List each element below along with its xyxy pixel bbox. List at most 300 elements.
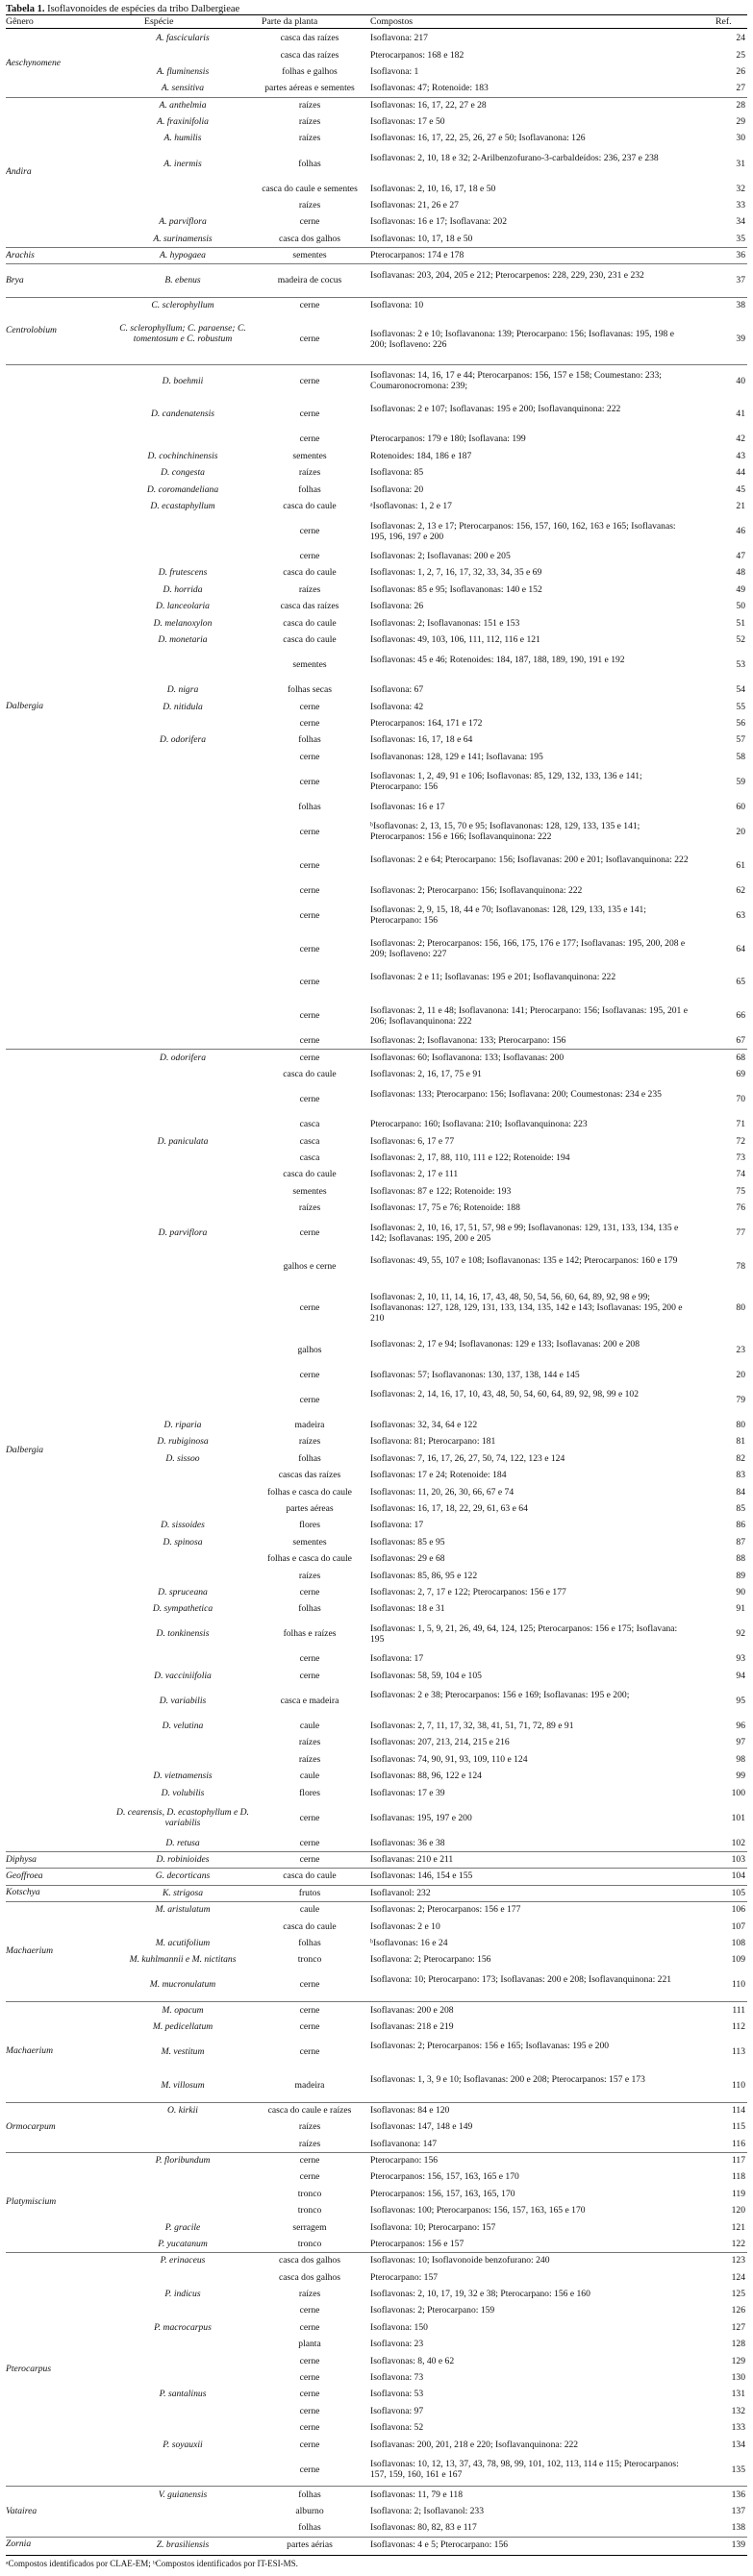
compounds-cell: Isoflavonas: 146, 154 e 155 bbox=[370, 1870, 473, 1882]
plant-part-cell: cerne bbox=[299, 551, 320, 562]
plant-part-cell: raízes bbox=[298, 467, 321, 479]
compounds-cell: Isoflavonas: 29 e 68 bbox=[370, 1553, 445, 1565]
compounds-cell: Isoflavonas: 8, 40 e 62 bbox=[370, 2355, 455, 2366]
header-ref: Ref. bbox=[715, 16, 732, 27]
compounds-cell: Pterocarpanos: 168 e 182 bbox=[370, 49, 464, 61]
genus-separator bbox=[6, 97, 747, 98]
ref-cell: 87 bbox=[736, 1536, 745, 1548]
species-cell: P. gracile bbox=[164, 2221, 201, 2233]
plant-part-cell: folhas bbox=[298, 2522, 321, 2534]
species-cell: A. hypogaea bbox=[160, 250, 206, 261]
header-parte: Parte da planta bbox=[262, 16, 318, 27]
compounds-cell: Isoflavanas: 203, 204, 205 e 212; Pterocarpenos: 228, 229, 230, 231 e 232 bbox=[370, 269, 644, 281]
genus-cell: Diphysa bbox=[6, 1853, 37, 1865]
compounds-cell: Isoflavona: 53 bbox=[370, 2389, 424, 2400]
genus-separator bbox=[6, 1851, 747, 1852]
plant-part-cell: tronco bbox=[297, 1954, 322, 1966]
compounds-cell: Isoflavonas: 16 e 17 bbox=[370, 801, 445, 812]
compounds-cell: Rotenoides: 184, 186 e 187 bbox=[370, 450, 472, 461]
plant-part-cell: partes aéreas bbox=[286, 1502, 334, 1514]
plant-part-cell: raízes bbox=[298, 2289, 321, 2300]
species-cell: P. soyauxii bbox=[163, 2439, 203, 2450]
plant-part-cell: cerne bbox=[299, 2355, 320, 2366]
compounds-cell: Isoflavona: 150 bbox=[370, 2321, 428, 2333]
ref-cell: 37 bbox=[736, 275, 745, 286]
plant-part-cell: raízes bbox=[298, 1202, 321, 1214]
compounds-cell: Isoflavona: 85 bbox=[370, 467, 424, 479]
ref-cell: 103 bbox=[731, 1854, 745, 1866]
plant-part-cell: partes aérias bbox=[287, 2539, 333, 2550]
compounds-cell: Isoflavonas: 11, 20, 26, 30, 66, 67 e 74 bbox=[370, 1486, 515, 1498]
compounds-cell: Isoflavonas: 85 e 95 bbox=[370, 1536, 445, 1548]
species-cell: D. parviflora bbox=[158, 1227, 208, 1239]
compounds-cell: Isoflavonas: 7, 16, 17, 26, 27, 50, 74, 122, 123 e 124 bbox=[370, 1452, 565, 1464]
compounds-cell: Isoflavonas: 36 e 38 bbox=[370, 1837, 445, 1848]
compounds-cell: Isoflavona: 17 bbox=[370, 1520, 424, 1531]
compounds-cell: Isoflavonas: 2 e 64; Pterocarpano: 156; Isoflavanas: 200 e 201; Isoflavanquinona: 222 bbox=[370, 855, 689, 866]
plant-part-cell: cerne bbox=[299, 2154, 320, 2166]
plant-part-cell: cerne bbox=[299, 717, 320, 729]
species-cell: P. erinaceus bbox=[160, 2255, 206, 2266]
ref-cell: 75 bbox=[736, 1185, 745, 1197]
genus-cell: Centrolobium bbox=[6, 324, 57, 335]
species-cell: D. vietnamensis bbox=[153, 1771, 213, 1782]
compounds-cell: Isoflavonas: 207, 213, 214, 215 e 216 bbox=[370, 1737, 510, 1748]
plant-part-cell: cerne bbox=[299, 1369, 320, 1380]
plant-part-cell: sementes bbox=[292, 450, 327, 461]
plant-part-cell: folhas bbox=[298, 1937, 321, 1948]
ref-cell: 66 bbox=[736, 1010, 745, 1022]
genus-cell: Pterocarpus bbox=[6, 2363, 52, 2374]
compounds-cell: Pterocarpanos: 179 e 180; Isoflavana: 199 bbox=[370, 433, 526, 445]
species-cell: D. sissoo bbox=[165, 1452, 200, 1464]
species-cell: A. fluminensis bbox=[156, 65, 210, 77]
ref-cell: 40 bbox=[736, 375, 745, 386]
ref-cell: 61 bbox=[736, 859, 745, 871]
ref-cell: 49 bbox=[736, 583, 745, 595]
plant-part-cell: cerne bbox=[299, 826, 320, 837]
plant-part-cell: casca do caule bbox=[283, 1870, 337, 1882]
compounds-cell: Pterocarpanos: 156, 157, 163, 165 e 170 bbox=[370, 2171, 519, 2183]
plant-part-cell: caule bbox=[299, 1904, 320, 1916]
compounds-cell: Isoflavona: 10; Pterocarpano: 157 bbox=[370, 2221, 496, 2233]
genus-cell: Aeschynomene bbox=[6, 57, 62, 68]
genus-separator bbox=[6, 364, 747, 365]
plant-part-cell: cerne bbox=[299, 526, 320, 537]
plant-part-cell: raízes bbox=[298, 1570, 321, 1581]
plant-part-cell: casca do caule bbox=[283, 1169, 337, 1180]
ref-cell: 76 bbox=[736, 1202, 745, 1214]
ref-cell: 20 bbox=[736, 1369, 745, 1380]
plant-part-cell: flores bbox=[299, 1520, 320, 1531]
compounds-cell: Isoflavonas: 2; Pterocarpano: 159 bbox=[370, 2305, 495, 2316]
plant-part-cell: frutos bbox=[298, 1887, 321, 1898]
species-cell: B. ebenus bbox=[164, 275, 201, 286]
compounds-cell: Isoflavona: 10 bbox=[370, 300, 424, 311]
species-cell: P. santalinus bbox=[159, 2389, 207, 2400]
ref-cell: 56 bbox=[736, 717, 745, 729]
plant-part-cell: folhas bbox=[298, 483, 321, 495]
compounds-cell: Isoflavanas: 200, 201, 218 e 220; Isoflavanquinona: 222 bbox=[370, 2439, 579, 2450]
compounds-cell: Isoflavonas: 87 e 122; Rotenoide: 193 bbox=[370, 1185, 512, 1197]
species-cell: D. paniculata bbox=[157, 1135, 209, 1147]
ref-cell: 130 bbox=[731, 2371, 745, 2383]
compounds-cell: Isoflavona: 52 bbox=[370, 2422, 424, 2434]
ref-cell: 53 bbox=[736, 659, 745, 671]
plant-part-cell: cerne bbox=[299, 2371, 320, 2383]
compounds-cell: Isoflavona: 81; Pterocarpano: 181 bbox=[370, 1436, 496, 1448]
species-cell: M. vestitum bbox=[161, 2045, 205, 2057]
compounds-cell: Isoflavona: 20 bbox=[370, 483, 424, 495]
ref-cell: 101 bbox=[731, 1812, 745, 1823]
ref-cell: 60 bbox=[736, 801, 745, 812]
ref-cell: 126 bbox=[731, 2305, 745, 2316]
ref-cell: 89 bbox=[736, 1570, 745, 1581]
ref-cell: 35 bbox=[736, 233, 745, 244]
plant-part-cell: serragem bbox=[292, 2221, 327, 2233]
compounds-cell: Isoflavonas: 11, 79 e 118 bbox=[370, 2489, 464, 2500]
plant-part-cell: cerne bbox=[299, 1670, 320, 1681]
compounds-cell: Isoflavonas: 17 e 39 bbox=[370, 1787, 445, 1798]
header-especie: Espécie bbox=[144, 16, 174, 27]
ref-cell: 99 bbox=[736, 1771, 745, 1782]
compounds-cell: Isoflavonas: 6, 17 e 77 bbox=[370, 1135, 455, 1147]
species-cell: M. villosum bbox=[161, 2079, 205, 2091]
compounds-cell: Pterocarpano: 160; Isoflavana: 210; Isoflavanquinona: 223 bbox=[370, 1119, 588, 1130]
header-genero: Gênero bbox=[6, 16, 34, 27]
species-cell: D. coromandeliana bbox=[146, 483, 219, 495]
compounds-cell: Isoflavonas: 47; Rotenoide: 183 bbox=[370, 83, 489, 94]
ref-cell: 31 bbox=[736, 158, 745, 169]
compounds-cell: Isoflavonas: 2, 11 e 48; Isoflavanona: 141; Pterocarpano: 156; Isoflavanas: 195, 201 e 206; Isoflavanquinona: 222 bbox=[370, 1004, 689, 1027]
ref-cell: 106 bbox=[731, 1904, 745, 1916]
ref-cell: 85 bbox=[736, 1502, 745, 1514]
plant-part-cell: casca dos galhos bbox=[279, 2255, 340, 2266]
compounds-cell: Isoflavonas: 2; Isoflavanonas: 151 e 153 bbox=[370, 617, 520, 629]
plant-part-cell: cerne bbox=[299, 884, 320, 896]
ref-cell: 32 bbox=[736, 183, 745, 194]
species-cell: D. variabilis bbox=[159, 1695, 207, 1706]
plant-part-cell: cascas das raízes bbox=[278, 1470, 341, 1481]
compounds-cell: Isoflavonas: 2, 17, 88, 110, 111 e 122; Rotenoide: 194 bbox=[370, 1152, 570, 1163]
species-cell: A. surinamensis bbox=[153, 233, 213, 244]
compounds-cell: Isoflavonas: 57; Isoflavanonas: 130, 137, 138, 144 e 145 bbox=[370, 1369, 580, 1380]
species-cell: D. candenatensis bbox=[150, 409, 215, 420]
plant-part-cell: cerne bbox=[299, 1812, 320, 1823]
ref-cell: 113 bbox=[731, 2045, 745, 2057]
species-cell: D. tonkinensis bbox=[156, 1628, 210, 1640]
plant-part-cell: casca do caule bbox=[283, 617, 337, 629]
ref-cell: 127 bbox=[731, 2321, 745, 2333]
species-cell: D. odorifera bbox=[160, 1052, 206, 1063]
species-cell: D. cochinchinensis bbox=[147, 450, 218, 461]
plant-part-cell: cerne bbox=[299, 300, 320, 311]
genus-separator bbox=[6, 1049, 747, 1050]
ref-cell: 112 bbox=[731, 2020, 745, 2032]
compounds-cell: ᵇIsoflavonas: 2, 13, 15, 70 e 95; Isoflavanonas: 128, 129, 133, 135 e 141; Pterocarpanos: 156 e 166; Isoflavanquinona: 222 bbox=[370, 821, 640, 843]
species-cell: P. macrocarpus bbox=[154, 2321, 212, 2333]
ref-cell: 84 bbox=[736, 1486, 745, 1498]
compounds-cell: Isoflavonas: 2 e 10; Isoflavanona: 139; Pterocarpano: 156; Isoflavanas: 195, 198 e 200; Isoflaveno: 226 bbox=[370, 328, 674, 350]
species-cell: K. strigosa bbox=[162, 1887, 204, 1898]
compounds-cell: Isoflavonas: 74, 90, 91, 93, 109, 110 e 124 bbox=[370, 1753, 528, 1765]
plant-part-cell: planta bbox=[298, 2339, 321, 2350]
ref-cell: 67 bbox=[736, 1035, 745, 1047]
ref-cell: 94 bbox=[736, 1670, 745, 1681]
species-cell: D. odorifera bbox=[160, 734, 206, 746]
plant-part-cell: casca do caule e raízes bbox=[267, 2104, 352, 2116]
ref-cell: 116 bbox=[731, 2138, 745, 2149]
plant-part-cell: cerne bbox=[299, 2045, 320, 2057]
species-cell: D. spinosa bbox=[163, 1536, 203, 1548]
plant-part-cell: cerne bbox=[299, 433, 320, 445]
species-cell: M. pedicellatum bbox=[152, 2020, 213, 2032]
ref-cell: 122 bbox=[731, 2238, 745, 2249]
genus-cell: Ormocarpum bbox=[6, 2120, 56, 2132]
plant-part-cell: casca e madeira bbox=[280, 1695, 339, 1706]
ref-cell: 81 bbox=[736, 1436, 745, 1448]
plant-part-cell: raízes bbox=[298, 1737, 321, 1748]
species-cell: D. lanceolaria bbox=[156, 601, 210, 612]
species-cell: D. spruceana bbox=[158, 1586, 208, 1598]
compounds-cell: Isoflavonas: 17 e 24; Rotenoide: 184 bbox=[370, 1470, 507, 1481]
ref-cell: 115 bbox=[731, 2121, 745, 2133]
compounds-cell: Isoflavonas: 2, 17 e 94; Isoflavanonas: 129 e 133; Isoflavanas: 200 e 208 bbox=[370, 1339, 640, 1350]
header-compostos: Compostos bbox=[370, 16, 414, 27]
compounds-cell: Isoflavonas: 85, 86, 95 e 122 bbox=[370, 1570, 478, 1581]
plant-part-cell: cerne bbox=[299, 334, 320, 345]
ref-cell: 64 bbox=[736, 943, 745, 954]
plant-part-cell: cerne bbox=[299, 409, 320, 420]
compounds-cell: Pterocarpanos: 164, 171 e 172 bbox=[370, 717, 483, 729]
plant-part-cell: raízes bbox=[298, 1436, 321, 1448]
genus-separator bbox=[6, 2152, 747, 2153]
compounds-cell: Isoflavonas: 100; Pterocarpanos: 156, 157, 163, 165 e 170 bbox=[370, 2205, 586, 2217]
plant-part-cell: cerne bbox=[299, 1854, 320, 1866]
ref-cell: 41 bbox=[736, 409, 745, 420]
species-cell: D. monetaria bbox=[158, 634, 208, 646]
ref-cell: 133 bbox=[731, 2422, 745, 2434]
plant-part-cell: folhas bbox=[298, 2489, 321, 2500]
species-cell: A. fascicularis bbox=[156, 33, 210, 44]
compounds-cell: Isoflavonas: 16 e 17; Isoflavana: 202 bbox=[370, 216, 508, 228]
compounds-cell: Isoflavonas: 18 e 31 bbox=[370, 1603, 445, 1615]
ref-cell: 98 bbox=[736, 1753, 745, 1765]
compounds-cell: Isoflavonas: 16, 17, 18, 22, 29, 61, 63 e 64 bbox=[370, 1502, 528, 1514]
plant-part-cell: raízes bbox=[298, 2138, 321, 2149]
plant-part-cell: raízes bbox=[298, 116, 321, 128]
compounds-cell: Isoflavona: 2; Isoflavanol: 233 bbox=[370, 2506, 485, 2517]
plant-part-cell: sementes bbox=[292, 1185, 327, 1197]
species-cell: A. inermis bbox=[163, 158, 202, 169]
plant-part-cell: madeira bbox=[294, 1420, 325, 1431]
compounds-cell: Pterocarpanos: 156 e 157 bbox=[370, 2238, 464, 2249]
ref-cell: 123 bbox=[731, 2255, 745, 2266]
caption-label: Tabela 1. bbox=[6, 4, 45, 14]
plant-part-cell: tronco bbox=[297, 2205, 322, 2217]
species-cell: Z. brasiliensis bbox=[156, 2539, 210, 2550]
compounds-cell: Isoflavonas: 2 e 11; Isoflavanas: 195 e 201; Isoflavanquinona: 222 bbox=[370, 971, 616, 982]
ref-cell: 124 bbox=[731, 2271, 745, 2283]
plant-part-cell: cerne bbox=[299, 751, 320, 762]
ref-cell: 57 bbox=[736, 734, 745, 746]
species-cell: D. melanoxylon bbox=[153, 617, 213, 629]
compounds-cell: Isoflavonas: 58, 59, 104 e 105 bbox=[370, 1670, 482, 1681]
compounds-cell: Isoflavonas: 16, 17, 22, 25, 26, 27 e 50; Isoflavanona: 126 bbox=[370, 133, 586, 144]
compounds-cell: Pterocarpano: 157 bbox=[370, 2271, 439, 2283]
ref-cell: 34 bbox=[736, 216, 745, 228]
compounds-cell: Isoflavonas: 10; Isoflavonoide benzofurano: 240 bbox=[370, 2255, 550, 2266]
ref-cell: 137 bbox=[731, 2506, 745, 2517]
plant-part-cell: cerne bbox=[299, 1302, 320, 1314]
genus-cell: Andira bbox=[6, 165, 32, 177]
compounds-cell: Isoflavonas: 2; Pterocarpanos: 156, 166, 175, 176 e 177; Isoflavanas: 195, 200, 208 e 209; Isoflaveno: 227 bbox=[370, 938, 686, 960]
compounds-cell: Isoflavonas: 21, 26 e 27 bbox=[370, 200, 459, 211]
species-cell: D. robinioides bbox=[156, 1854, 210, 1866]
compounds-cell: Isoflavonas: 2; Pterocarpano: 156; Isoflavanquinona: 222 bbox=[370, 884, 583, 896]
ref-cell: 24 bbox=[736, 33, 745, 44]
plant-part-cell: raízes bbox=[298, 583, 321, 595]
species-cell: D. sympathetica bbox=[152, 1603, 213, 1615]
species-cell: O. kirkii bbox=[167, 2104, 198, 2116]
genus-separator bbox=[6, 2001, 747, 2002]
ref-cell: 69 bbox=[736, 1069, 745, 1079]
compounds-cell: Isoflavonas: 10, 12, 13, 37, 43, 78, 98, 99, 101, 102, 113, 114 e 115; Pterocarpanos: 157, 159, 160, 161 e 167 bbox=[370, 2459, 679, 2481]
ref-cell: 71 bbox=[736, 1119, 745, 1130]
compounds-cell: Isoflavonas: 10, 17, 18 e 50 bbox=[370, 233, 473, 244]
ref-cell: 120 bbox=[731, 2205, 745, 2217]
ref-cell: 102 bbox=[731, 1837, 745, 1848]
species-cell: D. riparia bbox=[163, 1420, 202, 1431]
caption-text: Isoflavonoides de espécies da tribo Dalbergieae bbox=[44, 4, 240, 14]
plant-part-cell: cerne bbox=[299, 1394, 320, 1405]
plant-part-cell: casca do caule e sementes bbox=[262, 183, 358, 194]
ref-cell: 73 bbox=[736, 1152, 745, 1163]
ref-cell: 88 bbox=[736, 1553, 745, 1565]
species-cell: D. cearensis, D. ecastophyllum e D. variabilis bbox=[116, 1807, 249, 1829]
ref-cell: 110 bbox=[731, 2079, 745, 2091]
plant-part-cell: cerne bbox=[299, 1052, 320, 1063]
ref-cell: 21 bbox=[736, 500, 745, 511]
ref-cell: 77 bbox=[736, 1227, 745, 1239]
compounds-cell: Isoflavonas: 2 e 38; Pterocarpanos: 156 e 169; Isoflavanas: 195 e 200; bbox=[370, 1690, 630, 1701]
genus-separator bbox=[6, 1885, 747, 1886]
ref-cell: 36 bbox=[736, 250, 745, 261]
species-cell: D. rubiginosa bbox=[157, 1436, 209, 1448]
plant-part-cell: casca dos galhos bbox=[279, 2271, 340, 2283]
compounds-cell: Isoflavonas: 2, 10, 17, 19, 32 e 38; Pterocarpano: 156 e 160 bbox=[370, 2289, 590, 2300]
ref-cell: 117 bbox=[731, 2154, 745, 2166]
ref-cell: 96 bbox=[736, 1720, 745, 1731]
species-cell: D. vacciniifolia bbox=[154, 1670, 212, 1681]
genus-cell: Arachis bbox=[6, 249, 35, 260]
plant-part-cell: casca dos galhos bbox=[279, 233, 340, 244]
genus-cell: Platymiscium bbox=[6, 2195, 57, 2207]
plant-part-cell: casca bbox=[299, 1119, 320, 1130]
compounds-cell: Isoflavonas: 2 e 10 bbox=[370, 1920, 440, 1932]
plant-part-cell: cerne bbox=[299, 1010, 320, 1022]
ref-cell: 128 bbox=[731, 2339, 745, 2350]
plant-part-cell: caule bbox=[299, 1720, 320, 1731]
compounds-cell: Isoflavona: 10; Pterocarpano: 173; Isoflavanas: 200 e 208; Isoflavanquinona: 221 bbox=[370, 1973, 672, 1985]
species-cell: C. sclerophyllum; C. paraense; C. tomentosum e C. robustum bbox=[119, 323, 246, 345]
compounds-cell: Isoflavanonas: 128, 129 e 141; Isoflavana: 195 bbox=[370, 751, 543, 762]
compounds-cell: Isoflavanona: 147 bbox=[370, 2138, 438, 2149]
genus-separator bbox=[6, 263, 747, 264]
plant-part-cell: folhas e casca do caule bbox=[267, 1486, 352, 1498]
plant-part-cell: folhas e raízes bbox=[283, 1628, 337, 1640]
plant-part-cell: cerne bbox=[299, 2389, 320, 2400]
genus-separator bbox=[6, 1868, 747, 1869]
plant-part-cell: cerne bbox=[299, 1586, 320, 1598]
genus-separator bbox=[6, 247, 747, 248]
species-cell: C. sclerophyllum bbox=[151, 300, 214, 311]
plant-part-cell: folhas secas bbox=[287, 684, 333, 696]
ref-cell: 121 bbox=[731, 2221, 745, 2233]
ref-cell: 70 bbox=[736, 1094, 745, 1105]
ref-cell: 95 bbox=[736, 1695, 745, 1706]
compounds-cell: Isoflavona: 42 bbox=[370, 701, 424, 712]
ref-cell: 132 bbox=[731, 2405, 745, 2416]
ref-cell: 86 bbox=[736, 1520, 745, 1531]
plant-part-cell: cerne bbox=[299, 2321, 320, 2333]
plant-part-cell: cerne bbox=[299, 2439, 320, 2450]
plant-part-cell: cerne bbox=[299, 701, 320, 712]
plant-part-cell: cerne bbox=[299, 1837, 320, 1848]
plant-part-cell: casca das raízes bbox=[280, 49, 339, 61]
ref-cell: 97 bbox=[736, 1737, 745, 1748]
species-cell: D. horrida bbox=[163, 583, 203, 595]
compounds-cell: Isoflavonas: 4 e 5; Pterocarpano: 156 bbox=[370, 2539, 509, 2550]
ref-cell: 51 bbox=[736, 617, 745, 629]
plant-part-cell: cerne bbox=[299, 859, 320, 871]
ref-cell: 74 bbox=[736, 1169, 745, 1180]
ref-cell: 79 bbox=[736, 1394, 745, 1405]
ref-cell: 39 bbox=[736, 334, 745, 345]
footnote: ᵃCompostos identificados por CLAE-EM; ᵇCompostos identificados por IT-ESI-MS. bbox=[6, 2559, 298, 2568]
genus-separator bbox=[6, 2102, 747, 2103]
species-cell: M. opacum bbox=[162, 2004, 204, 2016]
species-cell: D. velutina bbox=[162, 1720, 204, 1731]
genus-separator bbox=[6, 2486, 747, 2487]
compounds-cell: Isoflavonas: 2; Pterocarpanos: 156 e 177 bbox=[370, 1904, 521, 1916]
compounds-cell: Isoflavonas: 80, 82, 83 e 117 bbox=[370, 2522, 477, 2534]
compounds-cell: Isoflavonas: 32, 34, 64 e 122 bbox=[370, 1420, 478, 1431]
ref-cell: 108 bbox=[731, 1937, 745, 1948]
ref-cell: 46 bbox=[736, 526, 745, 537]
compounds-cell: Isoflavonas: 2, 13 e 17; Pterocarpanos: 156, 157, 160, 162, 163 e 165; Isoflavanas: 195, 196, 197 e 200 bbox=[370, 520, 676, 542]
compounds-cell: Isoflavonas: 2, 10, 16, 17, 51, 57, 98 e 99; Isoflavanonas: 129, 131, 133, 134, 135 e 142; Isoflavanas: 195, 200 e 205 bbox=[370, 1222, 679, 1244]
ref-cell: 136 bbox=[731, 2489, 745, 2500]
compounds-cell: Isoflavonas: 84 e 120 bbox=[370, 2104, 450, 2116]
ref-cell: 83 bbox=[736, 1470, 745, 1481]
species-cell: A. sensitiva bbox=[161, 83, 205, 94]
plant-part-cell: casca das raízes bbox=[280, 601, 339, 612]
plant-part-cell: partes aéreas e sementes bbox=[264, 83, 355, 94]
plant-part-cell: caule bbox=[299, 1771, 320, 1782]
plant-part-cell: cerne bbox=[299, 2004, 320, 2016]
ref-cell: 33 bbox=[736, 200, 745, 211]
plant-part-cell: casca do caule bbox=[283, 634, 337, 646]
compounds-cell: Isoflavonas: 2, 16, 17, 75 e 91 bbox=[370, 1069, 482, 1079]
compounds-cell: Isoflavona: 217 bbox=[370, 33, 428, 44]
ref-cell: 62 bbox=[736, 884, 745, 896]
species-cell: D. congesta bbox=[161, 467, 205, 479]
plant-part-cell: casca do caule bbox=[283, 1920, 337, 1932]
compounds-cell: Isoflavonas: 2, 9, 15, 18, 44 e 70; Isoflavanonas: 128, 129, 133, 135 e 141; Pterocarpano: 156 bbox=[370, 904, 646, 927]
species-cell: D. volubilis bbox=[161, 1787, 205, 1798]
compounds-cell: Isoflavonas: 2, 7, 17 e 122; Pterocarpanos: 156 e 177 bbox=[370, 1586, 566, 1598]
